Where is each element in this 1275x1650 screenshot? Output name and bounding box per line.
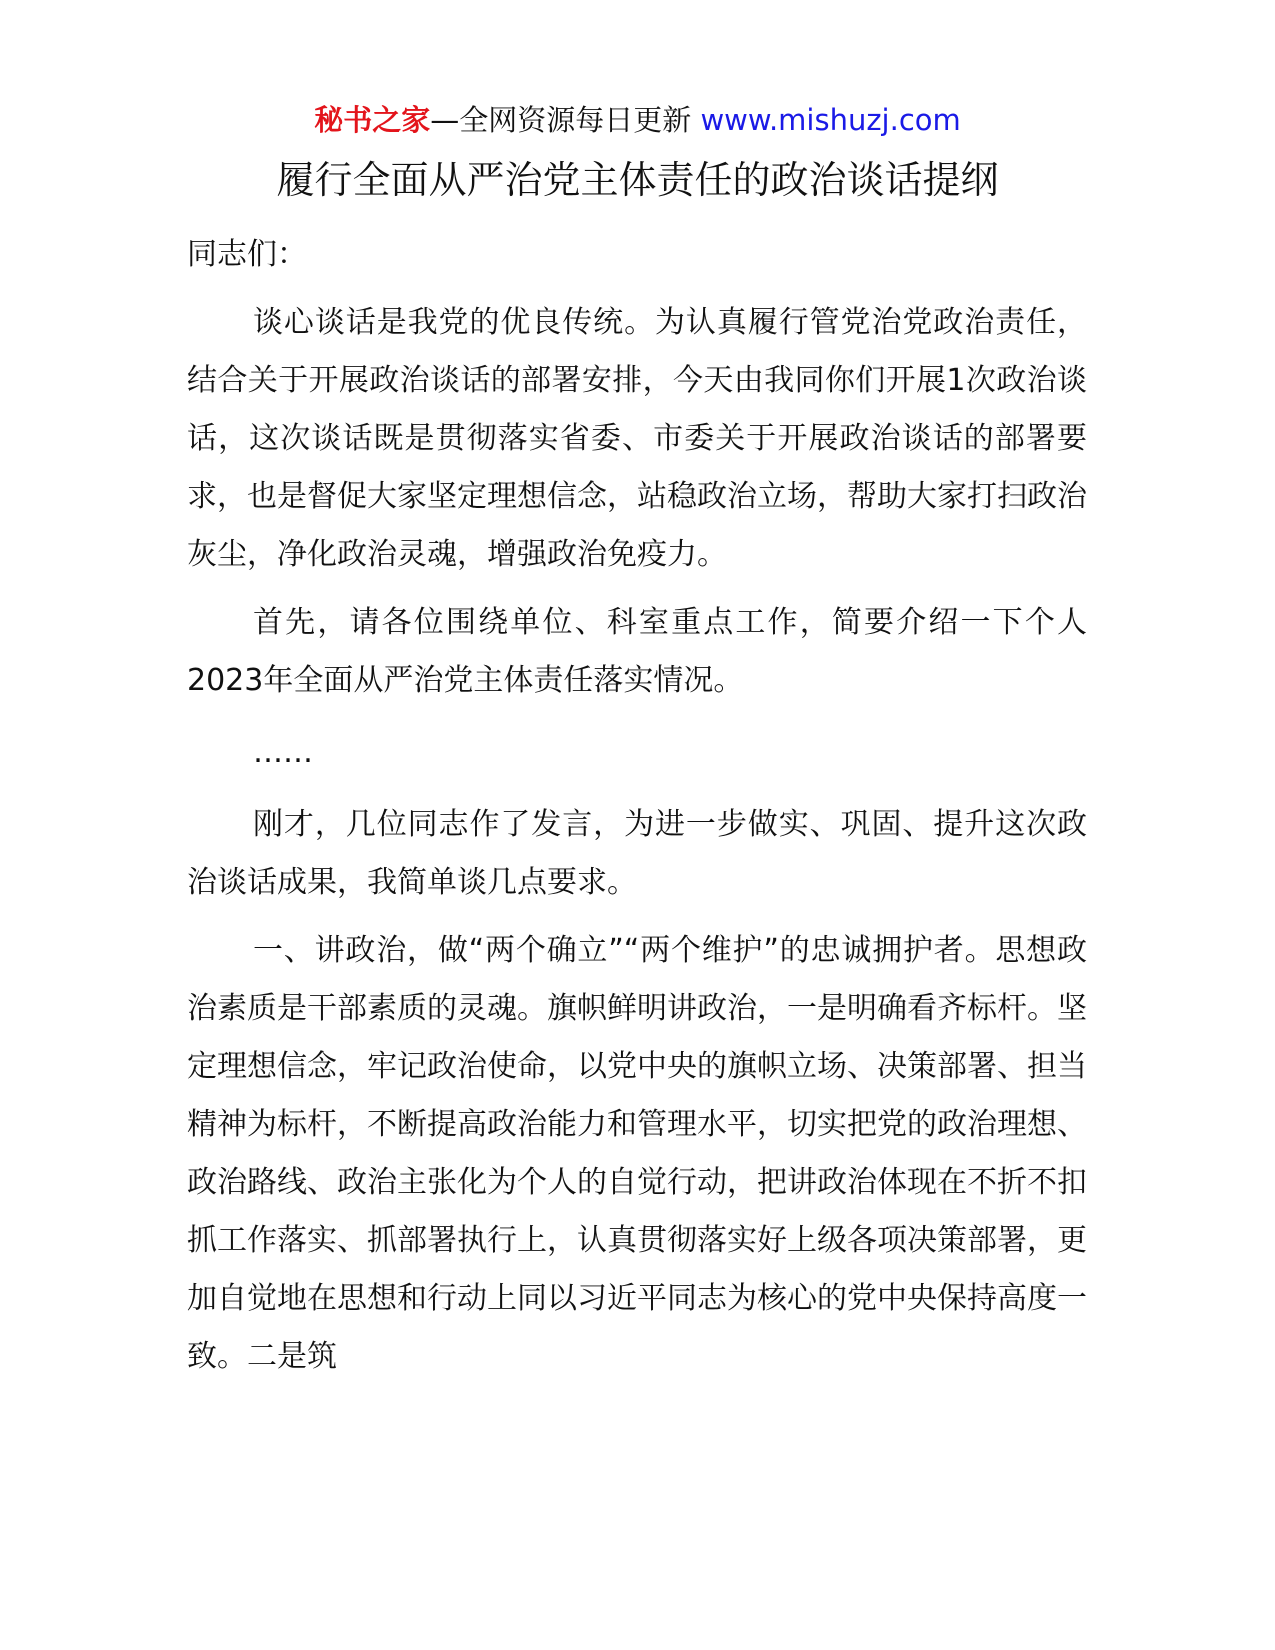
site-url: www.mishuzj.com xyxy=(700,103,961,137)
site-brand: 秘书之家 xyxy=(314,103,431,137)
site-tagline: —全网资源每日更新 xyxy=(430,103,701,137)
paragraph-first: 首先，请各位围绕单位、科室重点工作，简要介绍一下个人2023年全面从严治党主体责任落实情况。 xyxy=(187,605,1087,698)
paragraph-intro: 谈心谈话是我党的优良传统。为认真履行管党治党政治责任，结合关于开展政治谈话的部署安排，今天由我同你们开展1次政治谈话，这次谈话既是贯彻落实省委、市委关于开展政治谈话的部署要求，也是督促大家坚定理想信念，站稳政治立场，帮助大家打扫政治灰尘，净化政治灵魂，增强政治免疫力。 xyxy=(187,305,1087,572)
paragraph-ellipsis: …… xyxy=(253,735,313,770)
document-title: 履行全面从严治党主体责任的政治谈话提纲 xyxy=(276,158,999,202)
paragraph-requirements: 刚才，几位同志作了发言，为进一步做实、巩固、提升这次政治谈话成果，我简单谈几点要求。 xyxy=(187,807,1087,900)
paragraph-point-one: 一、讲政治，做“两个确立”“两个维护”的忠诚拥护者。思想政治素质是干部素质的灵魂。旗帜鲜明讲政治，一是明确看齐标杆。坚定理想信念，牢记政治使命，以党中央的旗帜立场、决策部署、担当精神为标杆，不断提高政治能力和管理水平，切实把党的政治理想、政治路线、政治主张化为个人的自觉行动，把讲政治体现在不折不扣抓工作落实、抓部署执行上，认真贯彻落实好上级各项决策部署，更加自觉地在思想和行动上同以习近平同志为核心的党中央保持高度一致。二是筑 xyxy=(187,933,1087,1374)
salutation: 同志们： xyxy=(187,237,307,272)
site-header xyxy=(0,100,1275,140)
document-body xyxy=(187,226,1087,1396)
